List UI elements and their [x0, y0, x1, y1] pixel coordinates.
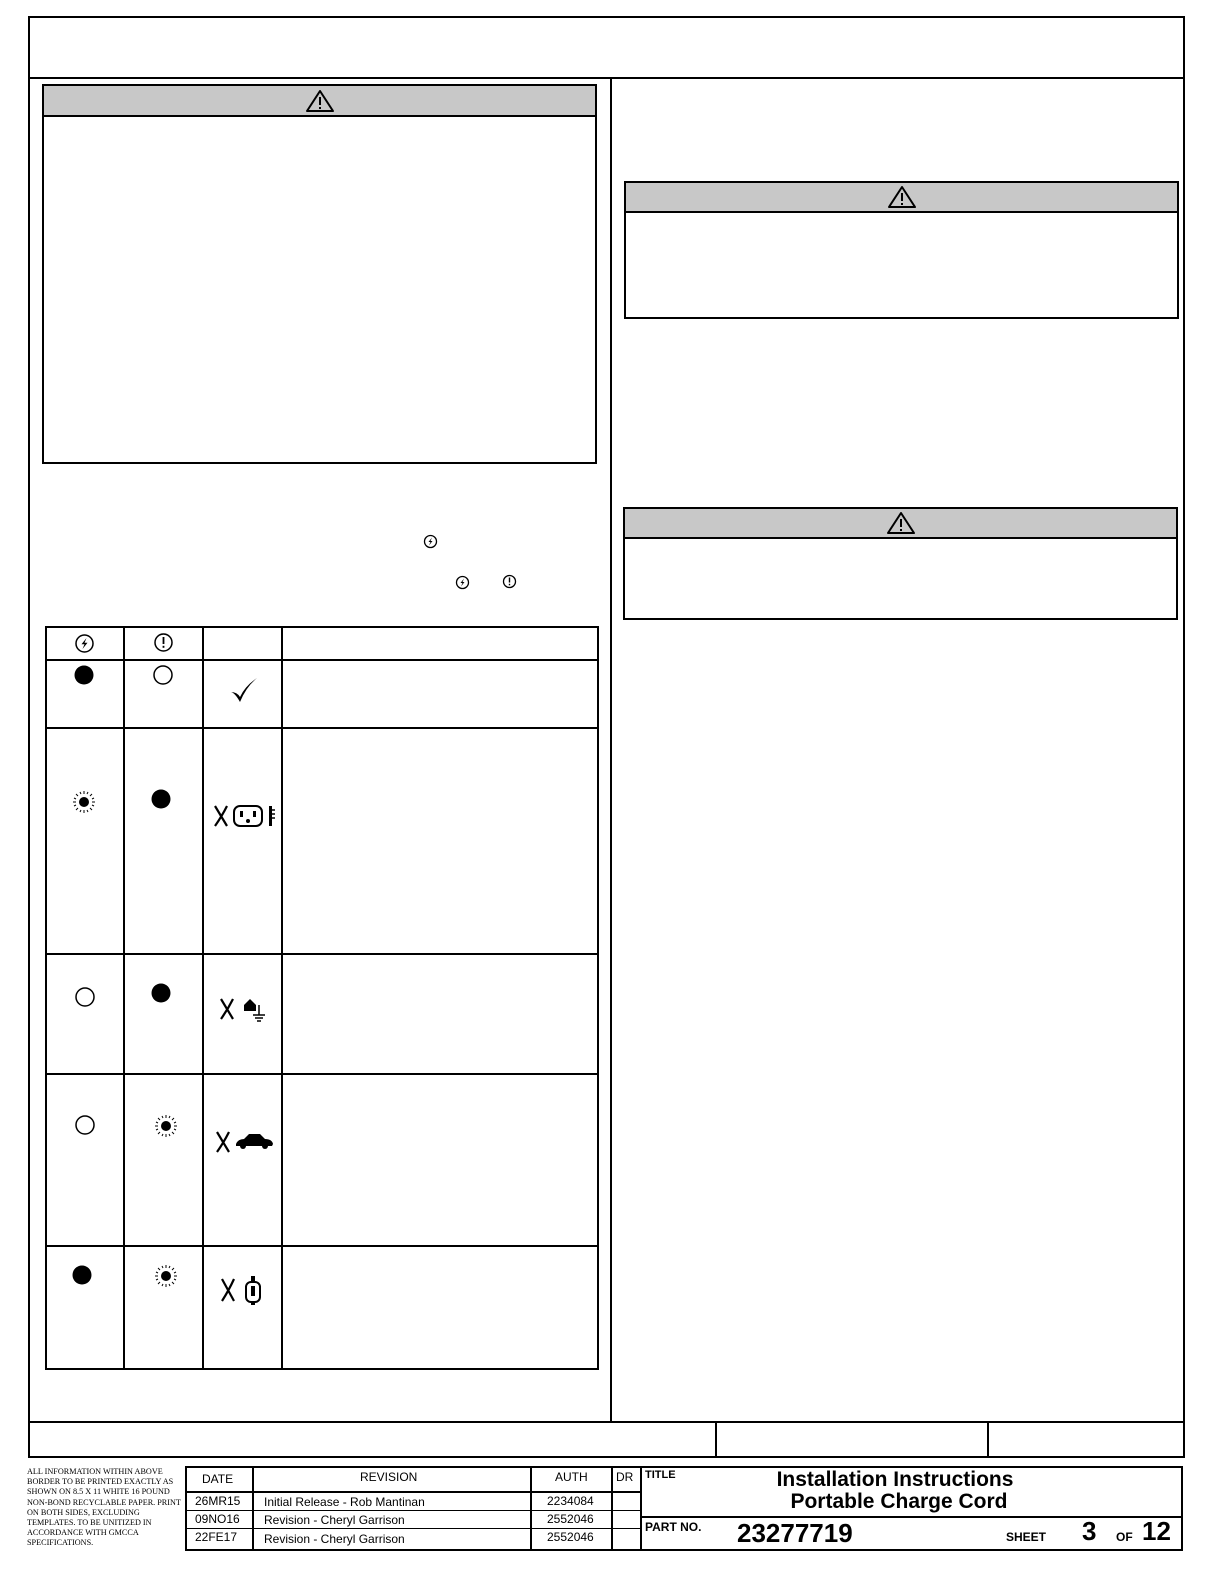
date-header: DATE — [202, 1472, 234, 1486]
revision-text: Initial Release - Rob Mantinan — [264, 1495, 425, 1509]
ground-fault-icon — [218, 995, 270, 1023]
table-row-line — [45, 659, 599, 661]
outlet-temperature-fault-icon — [212, 802, 278, 830]
tb-vline-auth — [611, 1466, 613, 1551]
sheet-number: 3 — [1082, 1516, 1097, 1546]
tb-hline-row2 — [185, 1528, 641, 1529]
revision-auth: 2552046 — [547, 1512, 594, 1526]
sheet-total: 12 — [1142, 1516, 1171, 1546]
auth-header: AUTH — [555, 1470, 588, 1484]
bottom-strip-sep-2 — [987, 1421, 989, 1458]
revision-date: 09NO16 — [195, 1512, 240, 1526]
led-off — [74, 1114, 96, 1136]
column-divider — [610, 77, 612, 1423]
table-col-line — [123, 626, 125, 1368]
table-row-line — [45, 953, 599, 955]
revision-text: Revision - Cheryl Garrison — [264, 1532, 405, 1546]
led-flashing — [71, 789, 97, 815]
header-divider — [28, 77, 1185, 79]
tb-hline-row1 — [185, 1510, 641, 1511]
table-row-line — [45, 1245, 599, 1247]
document-title-line-2: Portable Charge Cord — [790, 1490, 1008, 1513]
led-flashing — [153, 1263, 179, 1289]
dr-header: DR — [616, 1470, 634, 1484]
led-off — [152, 664, 174, 686]
table-col-line — [202, 626, 204, 1370]
fault-indicator-icon — [153, 632, 174, 653]
revision-auth: 2552046 — [547, 1530, 594, 1544]
revision-date: 22FE17 — [195, 1530, 238, 1544]
led-solid-on — [73, 664, 95, 686]
title-label: TITLE — [645, 1469, 676, 1481]
revision-text: Revision - Cheryl Garrison — [264, 1513, 405, 1527]
table-col-line — [281, 626, 283, 1370]
warning-header — [44, 86, 595, 117]
bottom-strip-divider — [28, 1421, 1185, 1423]
vehicle-fault-icon — [214, 1128, 276, 1156]
warning-box-right-1 — [624, 181, 1179, 319]
charge-indicator-icon — [423, 534, 438, 549]
revision-header: REVISION — [360, 1470, 418, 1484]
led-solid-on — [71, 1264, 93, 1286]
table-row-line — [45, 1073, 599, 1075]
of-label: OF — [1116, 1530, 1133, 1544]
warning-box-right-2 — [623, 507, 1178, 620]
led-flashing — [153, 1113, 179, 1139]
tb-vline-dr — [640, 1466, 642, 1551]
warning-triangle-icon — [887, 185, 917, 209]
warning-triangle-icon — [886, 511, 916, 535]
tb-hline-header — [185, 1491, 641, 1493]
charge-indicator-icon — [455, 575, 470, 590]
bottom-strip-sep-1 — [715, 1421, 717, 1458]
tb-vline-revision — [530, 1466, 532, 1551]
revision-date: 26MR15 — [195, 1494, 241, 1508]
warning-triangle-icon — [305, 89, 335, 113]
charge-indicator-icon — [74, 633, 95, 654]
fault-indicator-icon — [502, 574, 517, 589]
revision-auth: 2234084 — [547, 1494, 594, 1508]
charge-cord-fault-icon — [219, 1274, 267, 1306]
checkmark-icon — [228, 675, 260, 707]
led-off — [74, 986, 96, 1008]
led-solid-on — [150, 788, 172, 810]
tb-hline-title — [640, 1516, 1183, 1518]
status-table — [45, 626, 599, 1370]
warning-header — [625, 509, 1176, 539]
warning-header — [626, 183, 1177, 213]
print-disclaimer: ALL INFORMATION WITHIN ABOVE BORDER TO BE PRINTED EXACTLY AS SHOWN ON 8.5 X 11 WHITE 16 POUND NON-BOND RECYCLABLE PAPER. PRINT ON BOTH SIDES, EXCLUDING TEMPLATES. TO BE UNITIZED IN ACCORDANCE WITH GMCCA SPECIFICATIONS. — [27, 1467, 181, 1548]
tb-vline-date — [252, 1466, 254, 1551]
warning-box-left — [42, 84, 597, 464]
table-row-line — [45, 727, 599, 729]
led-solid-on — [150, 982, 172, 1004]
document-title-line-1: Installation Instructions — [776, 1468, 1014, 1491]
sheet-label: SHEET — [1006, 1530, 1047, 1544]
part-number: 23277719 — [737, 1518, 853, 1548]
part-no-label: PART NO. — [645, 1520, 702, 1534]
